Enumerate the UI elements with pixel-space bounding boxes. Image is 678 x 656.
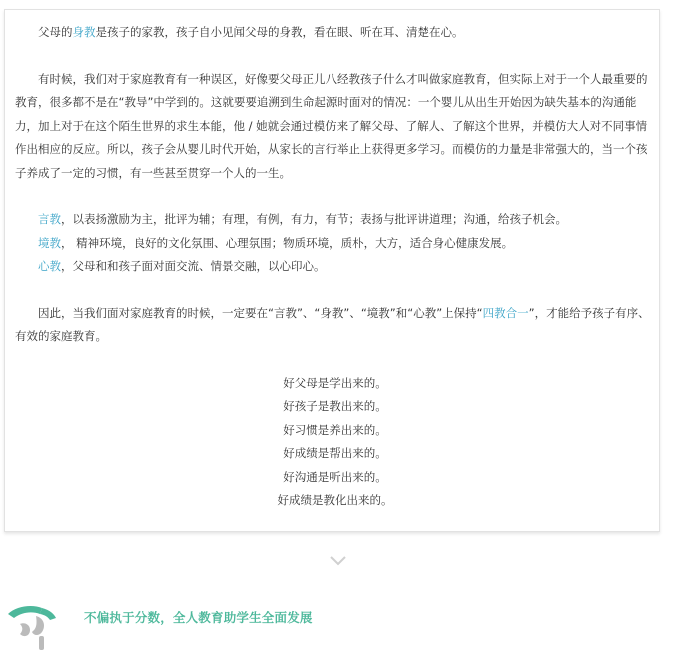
list-text: ，以表扬激励为主，批评为辅；有理，有例，有力，有节；表扬与批评讲道理；沟通，给孩子机会。 — [61, 212, 567, 226]
verse-line: 好父母是学出来的。 — [283, 375, 387, 390]
text: 父母的 — [38, 25, 73, 39]
text: ”，才能给予孩子有序、有效的家庭教育。 — [15, 305, 650, 343]
list-text: ，父母和和孩子面对面交流、情景交融，以心印心。 — [61, 259, 326, 273]
paragraph-conclusion — [15, 302, 655, 349]
footer-banner — [0, 594, 678, 652]
paragraph-misconception: 有时候，我们对于家庭教育有一种误区，好像要父母正儿八经教孩子什么才叫做家庭教育，但实际上对于一个人最重要的教育，很多都不是在“教导”中学到的。这就要要追溯到生命起源时面对的情况：一个婴儿从出生开始因为缺失基本的沟通能力，加上对于在这个陌生世界的求生本能，他 / 她就会通过模仿来了解父母、了解人、了解这个世界，并模仿大人对不同事情作出相应的反应。所以，孩子会从婴儿时代开始，从家长的言行举止上获得更多学习。而模仿的力量是非常强大的，当一个孩子养成了一定的习惯，有一些甚至贯穿一个人的一生。 — [15, 71, 648, 180]
verse-line: 好成绩是帮出来的。 — [283, 446, 387, 460]
list-item — [15, 208, 655, 232]
term-jingjiao: 境教 — [38, 235, 61, 250]
list-text: ， 精神环境，良好的文化氛围、心理氛围；物质环境，质朴，大方，适合身心健康发展。 — [61, 235, 514, 250]
verse-line: 好孩子是教出来的。 — [283, 399, 387, 413]
text: 是孩子的家教，孩子自小见闻父母的身教，看在眼、听在耳、清楚在心。 — [95, 25, 464, 39]
closing-verses — [15, 372, 655, 513]
text: 因此，当我们面对家庭教育的时候，一定要在“言教”、“身教”、“境教”和“心教”上保持“ — [38, 305, 483, 320]
article-content — [15, 21, 655, 513]
chevron-down-icon[interactable] — [330, 552, 346, 564]
highlight-shenjiao: 身教 — [72, 25, 96, 39]
verse-line: 好成绩是教化出来的。 — [277, 493, 393, 507]
term-xinjiao: 心教 — [38, 259, 61, 273]
article-card — [4, 9, 660, 532]
list-item — [15, 255, 655, 279]
footer-slogan: 不偏执于分数，全人教育助学生全面发展 — [84, 610, 313, 625]
brand-logo-icon — [6, 600, 58, 652]
term-yanjiao: 言教 — [38, 212, 61, 226]
verse-line: 好沟通是听出来的。 — [283, 469, 387, 484]
paragraph-parent-teaching — [15, 21, 655, 45]
list-item — [15, 232, 655, 256]
teaching-methods-list — [15, 208, 655, 279]
verse-line: 好习惯是养出来的。 — [283, 422, 387, 437]
highlight-four-in-one: 四教合一 — [482, 305, 529, 320]
